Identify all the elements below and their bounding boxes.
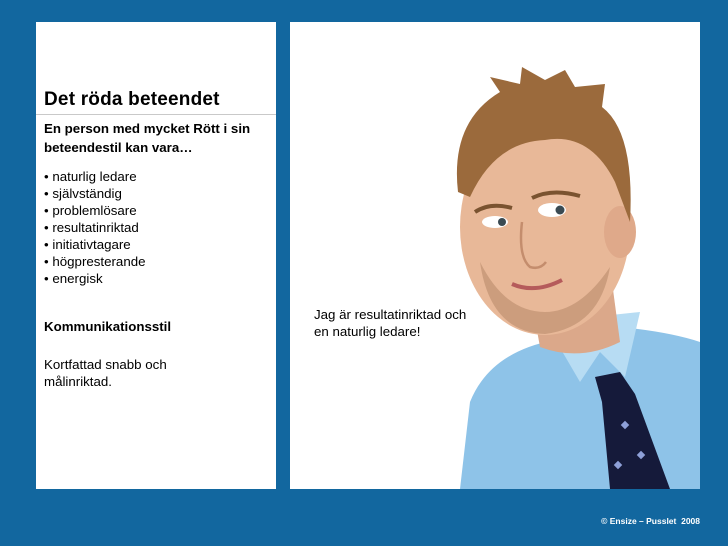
text-panel [36, 22, 276, 489]
trait-list [44, 168, 146, 287]
slide-title: Det röda beteendet [44, 89, 220, 110]
photo-panel [290, 22, 700, 489]
trait-item: • högpresterande [44, 253, 146, 270]
ear-shape [604, 206, 636, 258]
portrait-image [290, 22, 700, 489]
trait-item: • initiativtagare [44, 236, 146, 253]
intro-text: En person med mycket Rött i sin beteendestil kan vara… [44, 121, 251, 155]
title-divider [36, 114, 276, 115]
speech-quote: Jag är resultatinriktad och en naturlig ledare! [314, 307, 467, 339]
trait-item: • problemlösare [44, 202, 146, 219]
pupil-right [556, 206, 565, 215]
trait-item: • naturlig ledare [44, 168, 146, 185]
trait-item: • resultatinriktad [44, 219, 146, 236]
copyright-text: © Ensize – Pusslet 2008 [601, 516, 700, 526]
trait-item: • självständig [44, 185, 146, 202]
pupil-left [498, 218, 506, 226]
communication-text: Kortfattad snabb och målinriktad. [44, 357, 167, 389]
trait-item: • energisk [44, 270, 146, 287]
communication-heading: Kommunikationsstil [44, 319, 172, 334]
